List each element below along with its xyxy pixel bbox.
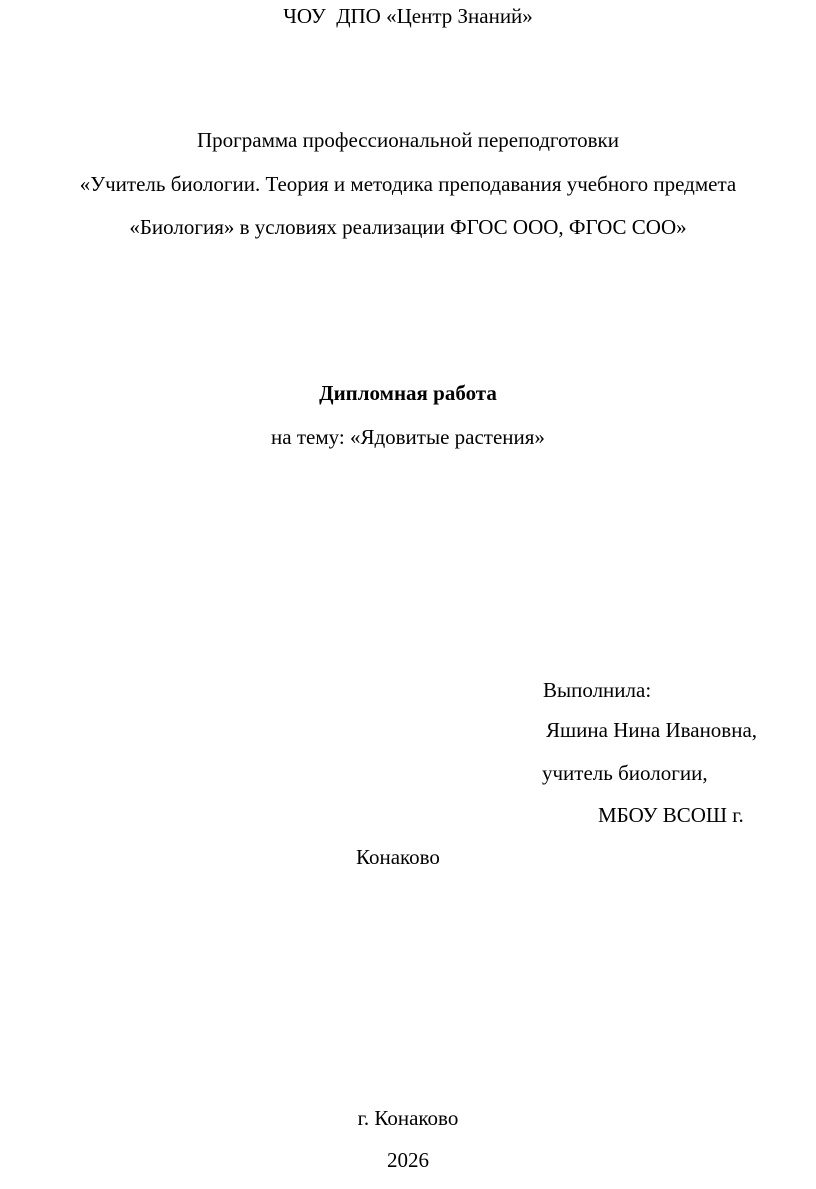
- footer-year: 2026: [387, 1148, 429, 1172]
- program-line-2: «Учитель биологии. Теория и методика преподавания учебного предмета: [79, 172, 737, 196]
- author-school-city: Конаково: [356, 845, 440, 869]
- thesis-topic: на тему: «Ядовитые растения»: [271, 425, 545, 449]
- author-name: Яшина Нина Ивановна,: [546, 718, 758, 742]
- author-position: учитель биологии,: [542, 761, 708, 785]
- program-line-1: Программа профессиональной переподготовки: [197, 128, 619, 152]
- thesis-title: Дипломная работа: [319, 381, 497, 405]
- program-line-3: «Биология» в условиях реализации ФГОС ООО, ФГОС СОО»: [129, 215, 687, 239]
- organization-name: ЧОУ ДПО «Центр Знаний»: [283, 4, 533, 28]
- author-label: Выполнила:: [543, 678, 652, 702]
- footer-city: г. Конаково: [357, 1106, 459, 1130]
- author-school: МБОУ ВСОШ г.: [598, 803, 744, 827]
